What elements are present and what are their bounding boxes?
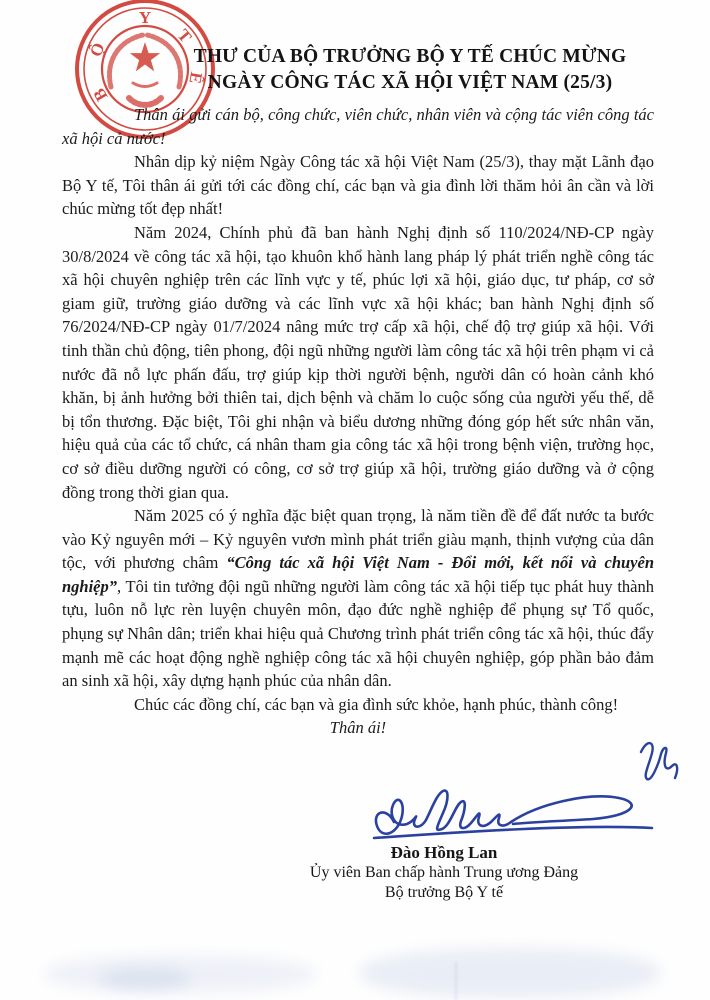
social-work-motto: “Công tác xã hội Việt Nam - Đổi mới, kết nối và chuyên nghiệp”: [62, 553, 654, 596]
document-title: [150, 44, 670, 96]
signer-role-minister: Bộ trưởng Bộ Y tế: [384, 883, 504, 901]
page-ghosting: [100, 968, 190, 990]
title-line-2: NGÀY CÔNG TÁC XÃ HỘI VIỆT NAM (25/3): [207, 72, 613, 93]
salutation: Thân ái gửi cán bộ, công chức, viên chức, nhân viên và cộng tác viên công tác xã hội cả nước!: [62, 105, 654, 148]
signature-underline: [374, 827, 652, 838]
paragraph-2025-after-motto: , Tôi tin tưởng đội ngũ những người làm công tác xã hội tiếp tục phát huy thành tựu, luôn nỗ lực rèn luyện chuyên môn, đạo đức nghề nghiệp để phụng sự Tổ quốc, phụng sự Nhân dân; triển khai hiệu quả Chương trình phát triển công tác xã hội, thúc đẩy mạnh mẽ các hoạt động nghề nghiệp công tác xã hội chuyên nghiệp, góp phần bảo đảm an sinh xã hội, xây dựng hạnh phúc của nhân dân.: [62, 576, 654, 691]
signer-name: Đào Hồng Lan: [390, 843, 498, 862]
paragraph-2025-before-motto: Năm 2025 có ý nghĩa đặc biệt quan trọng, là năm tiền đề để đất nước ta bước vào Kỷ nguyên mới – Kỷ nguyên vươn mình phát triển giàu mạnh, thịnh vượng của dân tộc, với phương châm: [62, 506, 654, 573]
paragraph-greeting: Nhân dịp kỷ niệm Ngày Công tác xã hội Việt Nam (25/3), thay mặt Lãnh đạo Bộ Y tế, Tôi thân ái gửi tới các đồng chí, các bạn và gia đình lời thăm hỏi ân cần và lời chúc mừng tốt đẹp nhất!: [62, 152, 654, 219]
letter-body: [62, 103, 654, 740]
minister-signature: [360, 778, 665, 844]
seal-letter: Ế: [185, 70, 207, 86]
seal-letter: Ộ: [85, 40, 109, 60]
page-ghosting-line: [455, 962, 457, 1000]
seal-wreath-left: [109, 35, 143, 87]
paragraph-2024-review: Năm 2024, Chính phủ đã ban hành Nghị định số 110/2024/NĐ-CP ngày 30/8/2024 về công tác xã hội, tạo khuôn khổ hành lang pháp lý phát triển nghề công tác xã hội chuyên nghiệp trên các lĩnh vực y tế, phúc lợi xã hội, giáo dục, tư pháp, cơ sở giam giữ, trường giáo dưỡng và các lĩnh vực xã hội khác; ban hành Nghị định số 76/2024/NĐ-CP ngày 01/7/2024 nâng mức trợ cấp xã hội, chế độ trợ giúp xã hội. Với tinh thần chủ động, tiên phong, đội ngũ những người làm công tác xã hội trên phạm vi cả nước đã nỗ lực phấn đấu, trợ giúp kịp thời người bệnh, người dân có hoàn cảnh khó khăn, bị ảnh hưởng bởi thiên tai, dịch bệnh và chăm lo cuộc sống của người yếu thế, dễ bị tổn thương. Đặc biệt, Tôi ghi nhận và biểu dương những đóng góp hết sức nhân văn, hiệu quả của các tổ chức, cá nhân tham gia công tác xã hội trong bệnh viện, trường học, cơ sở điều dưỡng người có công, cơ sở trợ giúp xã hội, trường giáo dưỡng và ở cộng đồng trong thời gian qua.: [62, 222, 654, 502]
closing-wish: Chúc các đồng chí, các bạn và gia đình sức khỏe, hạnh phúc, thành công!: [134, 694, 619, 714]
seal-letter: T: [173, 25, 196, 47]
signature-block: [299, 843, 589, 902]
page-ghosting: [360, 948, 660, 998]
seal-letter: Y: [138, 8, 152, 27]
paragraph-2025-outlook: [62, 504, 654, 693]
seal-letter: B: [89, 85, 112, 105]
signer-role-party: Ủy viên Ban chấp hành Trung ương Đảng: [309, 863, 579, 881]
farewell: Thân ái!: [329, 718, 387, 738]
title-line-1: THƯ CỦA BỘ TRƯỞNG BỘ Y TẾ CHÚC MỪNG: [193, 46, 627, 67]
